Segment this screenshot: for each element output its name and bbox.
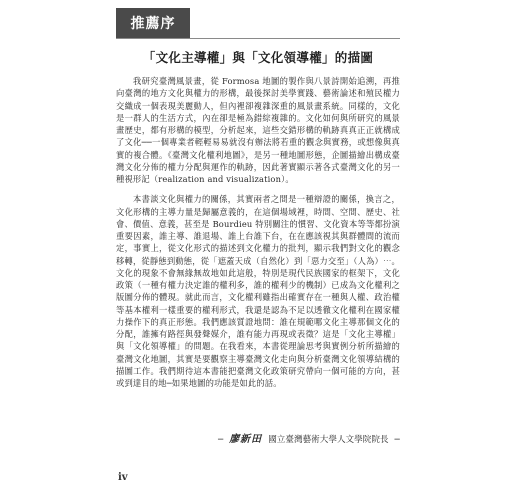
signature-name: 廖新田	[229, 434, 263, 445]
paragraph-2: 本書談文化與權力的關係，其實兩者之間是一種辯證的關係，換言之，文化形構的主導力量是歸屬意義的，在這個場域裡，時間、空間、歷史、社會、價值、意義，甚至是 Bourdieu 特別關注的慣習、文化資本等等都扮演重要因素，誰主導、誰退場、誰上台誰下台，在在應該視其與群體間的流而定，事實上，從文化形式的描述到文化權力的批判，顯示我們對文化的觀念移轉，從靜態到動態，從「遮蓋天成（自然化）到「惡力交至」（人為）⋯。文化的現象不會無緣無故地如此這般，特別是現代民族國家的框架下，文化政策（一種有權力決定誰的權利多，誰的權利少的機制）已成為文化權利之版圖分佈的體現。就此而言，文化權利雖指出確實存在一種與人權、政治權等基本權利一樣重要的權利形式，我還是認為不足以透徹文化權利在國家權力操作下的真正形態。我們應該質證地問：誰在規範哪文化主導那個文化的分配，誰擁有路徑與發聲媒介，誰有能力再現或表徵？這是「文化主導權」與「文化領導權」的問題。在我看來，本書從理論思考與實例分析所描繪的臺灣文化地圖，其實是要觀察主導臺灣文化走向與分析臺灣文化領導結構的描圖工作。我們期待這本書能把臺灣文化政策研究帶向一個可能的方向，甚或到達目的地─如果地圖的功能是如此的話。	[116, 194, 400, 388]
article-title: 「文化主導權」與「文化領導權」的描圖	[142, 50, 374, 65]
section-label: 推薦序	[130, 16, 176, 32]
signature-title: 國立臺灣藝術大學人文學院院長	[268, 435, 389, 445]
preface-section-tab	[116, 8, 190, 38]
paragraph-1: 我研究臺灣風景畫，從 Formosa 地圖的製作與八景詩開始追溯，再推向臺灣的地方文化與權力的形構，最後探討美學實踐、藝術論述和殖民權力交織成一個表現美麗動人，但內裡卻複雜深重的風景畫系統。同樣的，文化是一群人的生活方式，內在卻是極為錯綜複雜的。文化如何與所研究的風景畫歷史，都有形構的模型，分析起來，這些交錯形構的軌跡真真正正就構成了文化──一個專業者輕輕易易就沒有辦法將若重的觀念與實務，或想像與真實的複合體。《臺灣文化權利地圖》，是另一種地圖形態，企圖描繪出構成臺灣文化分佈的權力分配與運作的軌跡，因此著實顯示著各式臺灣文化的另一種視形記（realization and visualization）。	[116, 76, 400, 184]
header-rule	[116, 38, 400, 39]
signature-line: ─ 廖新田 國立臺灣藝術大學人文學院院長 ─	[218, 430, 428, 445]
article-body	[116, 75, 400, 397]
page-number: iv	[118, 472, 128, 483]
